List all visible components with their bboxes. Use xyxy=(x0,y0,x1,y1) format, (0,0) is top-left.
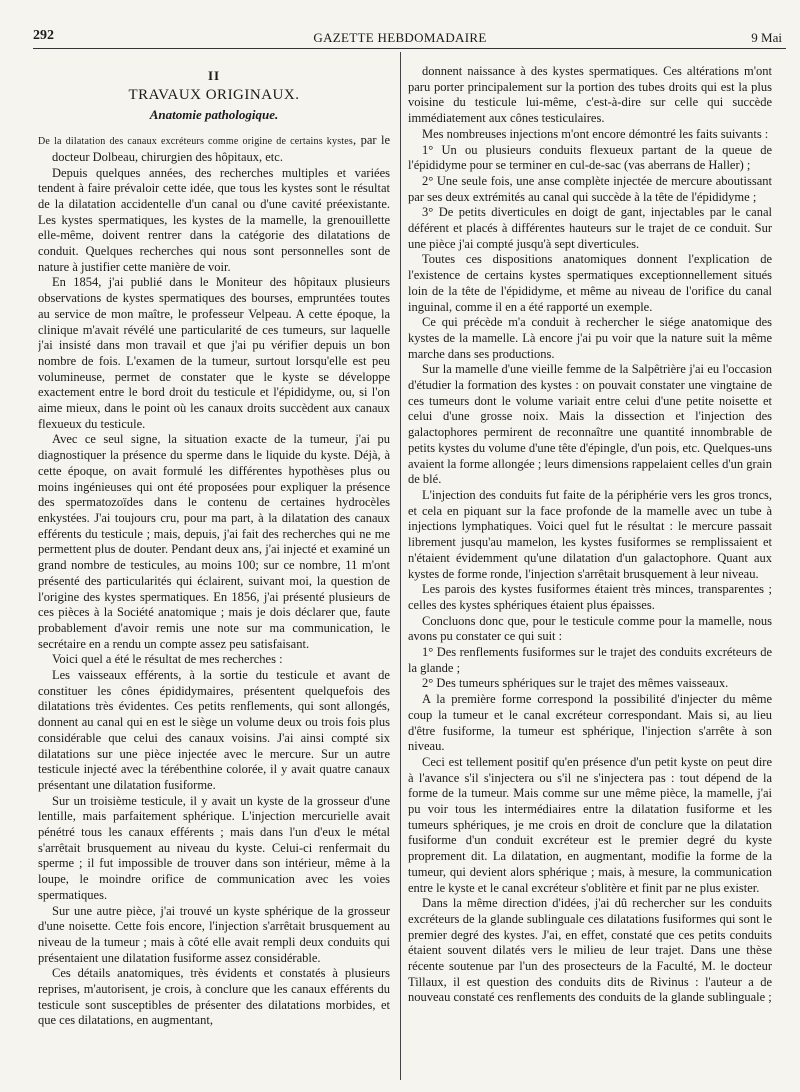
right-column xyxy=(408,64,772,1092)
paragraph: A la première forme correspond la possibilité d'injecter du même coup la tumeur et le canal excréteur correspondant. Mais si, au lieu d'être fusiforme, la tumeur est sphérique, l'injection s'arrête à son niveau. xyxy=(408,692,772,754)
section-subtitle: Anatomie pathologique. xyxy=(149,107,279,123)
right-paragraphs xyxy=(408,64,772,1006)
paragraph: Ces détails anatomiques, très évidents et constatés à plusieurs reprises, m'autorisent, je crois, à conclure que les canaux efférents du testicule sont susceptibles de présenter des dilatations morbides, et que ces dilatations, en augmentant, xyxy=(38,966,390,1028)
paragraph: Voici quel a été le résultat de mes recherches : xyxy=(52,652,283,667)
section-title: TRAVAUX ORIGINAUX. xyxy=(128,86,300,103)
paragraph: Depuis quelques années, des recherches multiples et variées tendent à faire prévaloir cette idée, que tous les kystes sont le résultat de la dilatation accidentelle d'un canal ou d'une cavité préexistante. Les kystes spermatiques, les kystes de la mamelle, la grenouillette elle-même, doivent rentrer dans la catégorie des dilatations de conduit. Quelques recherches qui nous sont personnelles sont de nature à justifier cette manière de voir. xyxy=(38,165,390,274)
paragraph: Sur une autre pièce, j'ai trouvé un kyste sphérique de la grosseur d'une noisette. Cette fois encore, l'injection s'arrêtait brusquement au niveau de la tumeur ; mais à côté elle avait rempli deux conduits qui présentaient une dilatation fusiforme assez considérable. xyxy=(38,903,390,965)
journal-title: GAZETTE HEBDOMADAIRE xyxy=(313,30,487,45)
section-number: II xyxy=(207,68,221,83)
paragraph: Sur la mamelle d'une vieille femme de la Salpêtrière j'ai eu l'occasion d'étudier la formation des kystes : on pouvait constater une vingtaine de ces tumeurs dont le volume variait entre celui d'une petite noisette et celui d'une grosse noix. Mais la dissection et l'injection des galactophores permirent de reconnaître une quantité innombrable de petits kystes du volume d'une tête d'épingle, d'un pois, etc. Quelques-uns avaient la forme allongée ; leurs dimensions rappelaient celles d'un grain de blé. xyxy=(408,362,772,487)
issue-date: 9 Mai xyxy=(751,30,782,45)
page-number: 292 xyxy=(33,28,54,43)
header-rule xyxy=(33,48,786,49)
paragraph: Dans la même direction d'idées, j'ai dû rechercher sur les conduits excréteurs de la glande sublinguale ces dilatations fusiformes qui sont le premier degré des kystes. J'ai, en effet, constaté que ces petits conduits étaient souvent dilatés vers le milieu de leur trajet. Dans une thèse récente soutenue par l'un des prosecteurs de la Faculté, M. le docteur Tillaux, il est question des conduits dits de Rivinus : l'auteur a de nouveau constaté ces renflements des conduits de la glande sublinguale ; xyxy=(408,896,772,1005)
paragraph: Ce qui précède m'a conduit à rechercher le siége anatomique des kystes de la mamelle. Là encore j'ai pu voir que la nature suit la même marche dans ses productions. xyxy=(408,315,772,361)
paragraph: 3° De petits diverticules en doigt de gant, injectables par le canal déférent et placés à différentes hauteurs sur le trajet de ce conduit. Sur une pièce j'ai compté jusqu'à sept diverticules. xyxy=(408,205,772,251)
paragraph: 1° Un ou plusieurs conduits flexueux partant de la queue de l'épididyme pour se terminer en cul-de-sac (vas aberrans de Haller) ; xyxy=(408,142,772,173)
paragraph: Concluons donc que, pour le testicule comme pour la mamelle, nous avons pu constater ce qui suit : xyxy=(408,613,772,644)
paragraph: 1° Des renflements fusiformes sur le trajet des conduits excréteurs de la glande ; xyxy=(408,645,772,675)
paragraph: Sur un troisième testicule, il y avait un kyste de la grosseur d'une lentille, mais parfaitement sphérique. L'injection mercurielle avait pénétré tous les canaux efférents ; mais dans l'un d'eux le métal s'arrêtait brusquement au niveau du kyste. Celui-ci renfermait du sperme ; il fut impossible de trouver dans son intérieur, même à la loupe, le moindre orifice de communication avec les voies spermatiques. xyxy=(38,793,390,902)
left-paragraphs xyxy=(38,166,390,1030)
article-byline: , par le docteur Dolbeau, chirurgien des hôpitaux, etc. xyxy=(52,133,390,164)
left-column xyxy=(38,56,390,1084)
paragraph: Ceci est tellement positif qu'en présence d'un petit kyste on peut dire à l'avance s'il s'injectera ou s'il ne s'injectera pas : tout dépend de la forme de la tumeur. Mais comme sur une même pièce, la mamelle, j'ai pu voir tous les intermédiaires entre la dilatation fusiforme et les tumeurs sphériques, je me crois en droit de conclure que la dilatation fusiforme d'un conduit excréteur est le premier degré du kyste proprement dit. La dilatation, en augmentant, modifie la forme de la tumeur, qui devient alors sphérique ; mais, à mesure, la communication entre le kyste et le canal excréteur s'oblitère et finit par ne plus exister. xyxy=(408,754,772,895)
paragraph: Toutes ces dispositions anatomiques donnent l'explication de l'existence de certains kystes spermatiques exceptionnellement situés loin de la tête de l'épididyme, et même au niveau de l'orifice du canal inguinal, comme il en a été rapporté un exemple. xyxy=(408,252,772,314)
paragraph: Avec ce seul signe, la situation exacte de la tumeur, j'ai pu diagnostiquer la présence du sperme dans le liquide du kyste. Déjà, à cette époque, on avait formulé les différentes hypothèses plus ou moins ingénieuses qui ont été proposées pour expliquer la présence des spermatozoïdes dans le contenu de certaines hydrocèles enkystées. J'ai toujours cru, pour ma part, à la dilatation des canaux efférents du testicule ; mais, depuis, j'ai fait des recherches qui ne me permettent plus de douter. Pendant deux ans, j'ai injecté et examiné un grand nombre de testicules, au moins 100; sur ce nombre, 11 m'ont présenté des particularités qui éclairent, suivant moi, la question de l'origine des kystes spermatiques. En 1856, j'ai présenté plusieurs de ces pièces à la Société anatomique ; mais je dois déclarer que, faute probablement d'avoir remis une note sur ma communication, le secrétaire en a rendu un compte assez peu satisfaisant. xyxy=(38,432,390,651)
paragraph: En 1854, j'ai publié dans le Moniteur des hôpitaux plusieurs observations de kystes spermatiques des bourses, empruntées toutes au service de mon maître, le professeur Velpeau. A cette époque, la clinique m'avait révélé une particularité de ces tumeurs, sur laquelle j'ai insisté dans mon travail et que j'ai pu vérifier depuis un bon nombre de fois. L'examen de la tumeur, surtout lorsqu'elle est peu volumineuse, permet de constater que le kyste se développe exactement entre le bord droit du testicule et l'épididyme, ou, si l'on aime mieux, dans le point où les canaux droits succèdent aux canaux flexueux du testicule. xyxy=(38,275,390,431)
paragraph: 2° Des tumeurs sphériques sur le trajet des mêmes vaisseaux. xyxy=(422,676,729,691)
article-heading xyxy=(38,133,390,165)
paragraph: L'injection des conduits fut faite de la périphérie vers les gros troncs, et cela en piquant sur la face profonde de la mamelle avec un tube à injections lymphatiques. Voici quel fut le résultat : le mercure passait librement jusqu'au mamelon, les kystes fusiformes se remplissaient et n'étaient évidemment qu'une dilatation d'un galactophore. Quant aux kystes de forme ronde, l'injection s'arrêtait brusquement à leur niveau. xyxy=(408,487,772,581)
paragraph: 2° Une seule fois, une anse complète injectée de mercure aboutissant par ses deux extrémités au canal qui succède à la tête de l'épididyme ; xyxy=(408,173,772,204)
paragraph: donnent naissance à des kystes spermatiques. Ces altérations m'ont paru porter principalement sur la portion des tubes droits qui est la plus voisine du testicule lui-même, c'est-à-dire sur celle qui succède immédiatement aux cônes testiculaires. xyxy=(408,64,772,126)
paragraph: Les parois des kystes fusiformes étaient très minces, transparentes ; celles des kystes sphériques étaient plus épaisses. xyxy=(408,582,772,612)
paragraph: Mes nombreuses injections m'ont encore démontré les faits suivants : xyxy=(422,126,769,141)
article-title: De la dilatation des canaux excréteurs comme origine de certains kystes xyxy=(38,136,354,148)
paragraph: Les vaisseaux efférents, à la sortie du testicule et avant de constituer les cônes épididymaires, présentent quelquefois des dilatations très évidentes. Ces petits renflements, qui sont allongés, donnent au canal qui en est le siège un volume deux ou trois fois plus considérable que celui des canaux voisins. J'ai ainsi compté six dilatations sur une pièce injectée avec le mercure. Sur un autre testicule injecté avec la térébenthine colorée, il y avait quatre canaux présentant une dilatation fusiforme. xyxy=(38,668,390,792)
column-divider xyxy=(400,52,401,1080)
